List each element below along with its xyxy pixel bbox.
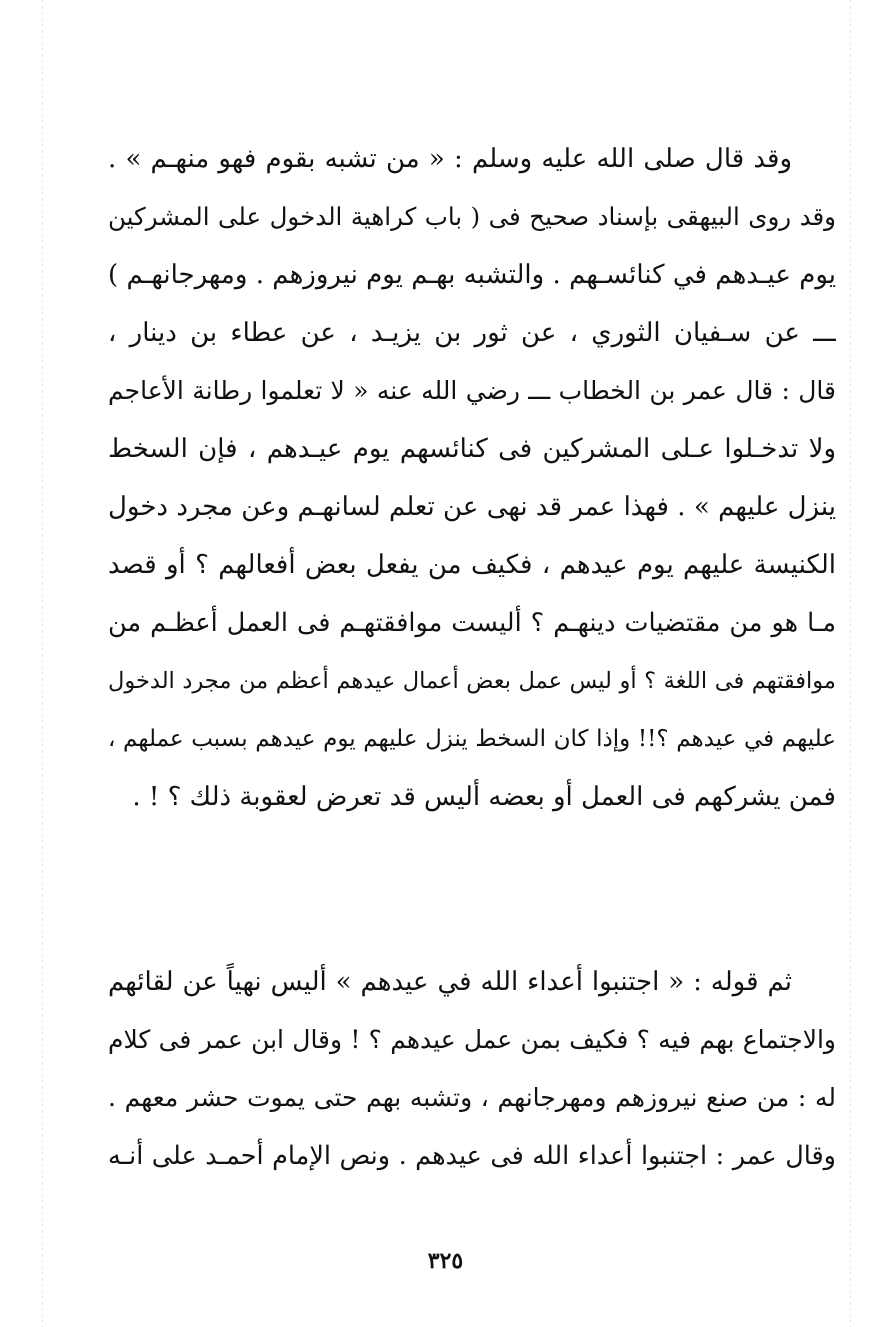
text-line: والاجتماع بهم فيه ؟ فكيف بمن عمل عيدهم ؟ ! وقال ابن عمر فى كلام: [108, 1025, 836, 1054]
text-line: له : من صنع نيروزهم ومهرجانهم ، وتشبه بهم حتى يموت حشر معهم .: [108, 1083, 836, 1112]
text-line: قال : قال عمر بن الخطاب ـــ رضي الله عنه « لا تعلموا رطانة الأعاجم: [108, 376, 836, 405]
text-line: ينزل عليهم » . فهذا عمر قد نهى عن تعلم لسانهـم وعن مجرد دخول: [108, 492, 836, 522]
text-line: ولا تدخـلوا عـلى المشركين فى كنائسهم يوم عيـدهم ، فإن السخط: [108, 434, 836, 464]
text-line: فمن يشركهم فى العمل أو بعضه أليس قد تعرض لعقوبة ذلك ؟ ! .: [132, 782, 836, 812]
paragraph-1: [108, 130, 836, 826]
text-line: وقد روى البيهقى بإسناد صحيح فى ( باب كراهية الدخول على المشركين: [108, 202, 836, 231]
paragraph-2: [108, 953, 836, 1185]
text-line: مـا هو من مقتضيات دينهـم ؟ أليست موافقتهـم فى العمل أعظـم من: [108, 608, 836, 638]
text-line: وقال عمر : اجتنبوا أعداء الله فى عيدهم . ونص الإمام أحمـد على أنـه: [108, 1141, 836, 1171]
text-line: وقد قال صلى الله عليه وسلم : « من تشبه بقوم فهو منهـم » .: [108, 144, 792, 174]
left-margin-scan-noise: [42, 0, 43, 1327]
text-line: موافقتهم فى اللغة ؟ أو ليس عمل بعض أعمال عيدهم أعظم من مجرد الدخول: [108, 668, 836, 694]
text-line: ـــ عن سـفيان الثوري ، عن ثور بن يزيـد ، عن عطاء بن دينار ،: [108, 318, 836, 348]
text-line: الكنيسة عليهم يوم عيدهم ، فكيف من يفعل بعض أفعالهم ؟ أو قصد: [108, 550, 836, 580]
text-line: يوم عيـدهم في كنائسـهم . والتشبه بهـم يوم نيروزهم . ومهرجانهـم ): [108, 260, 836, 290]
right-margin-scan-noise: [850, 0, 851, 1327]
text-line: ثم قوله : « اجتنبوا أعداء الله في عيدهم » أليس نهياً عن لقائهم: [108, 967, 792, 997]
page-number: ٣٢٥: [427, 1248, 464, 1274]
text-line: عليهم في عيدهم ؟!! وإذا كان السخط ينزل عليهم يوم عيدهم بسبب عملهم ،: [108, 726, 836, 752]
